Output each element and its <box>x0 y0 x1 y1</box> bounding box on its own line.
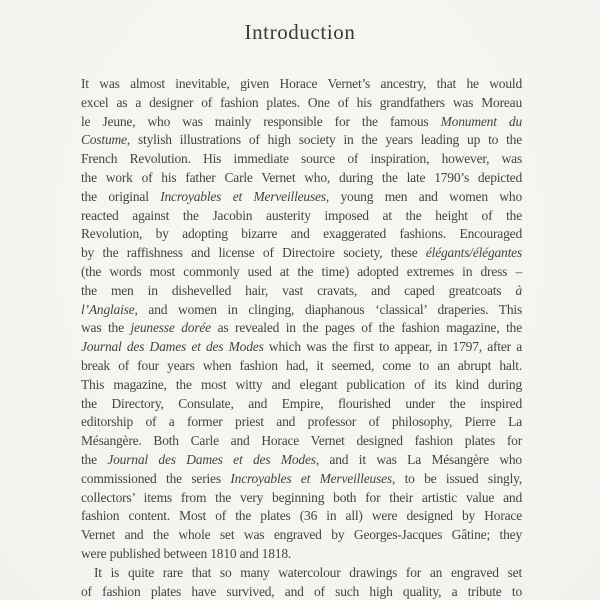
text-segment: the Directory, Consulate, and Empire, flourished under the inspired <box>81 395 522 411</box>
italic-text-segment: Journal des Dames et des Modes <box>81 339 264 355</box>
text-line <box>81 301 522 320</box>
text-line <box>81 432 522 451</box>
text-segment: collectors’ items from the very beginning both for their artistic value and <box>81 489 522 505</box>
text-segment: reacted against the Jacobin austerity imposed at the height of the <box>81 207 522 223</box>
text-line <box>81 413 522 432</box>
text-segment: excel as a designer of fashion plates. One of his grandfathers was Moreau <box>81 94 522 110</box>
text-line <box>81 395 522 414</box>
text-line <box>81 564 522 583</box>
italic-text-segment: Costume <box>81 132 127 148</box>
text-line <box>81 150 522 169</box>
text-line <box>81 263 522 282</box>
text-segment: by the raffishness and license of Directoire society, these <box>81 245 426 261</box>
text-line <box>81 113 522 132</box>
text-line <box>81 207 522 226</box>
text-line <box>81 169 522 188</box>
text-segment: the work of his father Carle Vernet who, during the late 1790’s depicted <box>81 169 522 185</box>
text-line <box>81 282 522 301</box>
text-segment: (the words most commonly used at the time) adopted extremes in dress – <box>81 263 522 279</box>
text-segment: , and women in clinging, diaphanous ‘classical’ draperies. This <box>134 301 522 317</box>
text-segment: fashion content. Most of the plates (36 in all) were designed by Horace <box>81 508 522 524</box>
text-segment: Vernet and the whole set was engraved by Georges-Jacques Gâtine; they <box>81 527 522 543</box>
text-segment: It is quite rare that so many watercolour drawings for an engraved set <box>94 564 522 580</box>
text-line <box>81 507 522 526</box>
text-segment: editorship of a former priest and professor of philosophy, Pierre La <box>81 414 522 430</box>
text-line <box>81 545 522 564</box>
text-line <box>81 376 522 395</box>
text-line <box>81 188 522 207</box>
text-line <box>81 357 522 376</box>
text-line <box>81 489 522 508</box>
text-line <box>81 319 522 338</box>
text-segment: of fashion plates have survived, and of such high quality, a tribute to <box>81 583 522 599</box>
text-segment: as revealed in the pages of the fashion magazine, the <box>210 320 522 336</box>
italic-text-segment: élégants/élégantes <box>425 245 522 261</box>
text-segment: the <box>81 451 108 467</box>
italic-text-segment: Journal des Dames et des Modes <box>107 451 316 467</box>
text-segment: break of four years when fashion had, it seemed, come to an abrupt halt. <box>81 357 522 373</box>
page-title: Introduction <box>244 20 356 44</box>
text-segment: were published between 1810 and 1818. <box>81 545 292 561</box>
text-segment: Revolution, by adopting bizarre and exaggerated fashions. Encouraged <box>81 226 522 242</box>
text-segment: It was almost inevitable, given Horace Vernet’s ancestry, that he would <box>81 76 522 91</box>
text-line <box>81 94 522 113</box>
text-line <box>81 338 522 357</box>
paragraph <box>81 564 522 600</box>
text-segment: Mésangère. Both Carle and Horace Vernet designed fashion plates for <box>81 433 522 449</box>
text-segment: , and it was La Mésangère who <box>315 451 522 467</box>
italic-text-segment: Incroyables et Merveilleuses <box>160 188 326 204</box>
text-segment: le Jeune, who was mainly responsible for the famous <box>81 113 441 129</box>
text-line <box>81 583 522 600</box>
italic-text-segment: jeunesse dorée <box>130 320 211 336</box>
text-segment: the original <box>81 188 161 204</box>
text-segment: was the <box>81 320 131 336</box>
text-segment: commissioned the series <box>81 470 231 486</box>
page-text <box>81 75 522 600</box>
italic-text-segment: à <box>515 282 522 298</box>
text-segment: which was the first to appear, in 1797, after a <box>263 339 523 355</box>
text-segment: , young men and women who <box>325 188 522 204</box>
text-segment: , to be issued singly, <box>391 470 522 486</box>
text-line <box>81 225 522 244</box>
text-line <box>81 526 522 545</box>
text-line <box>81 451 522 470</box>
text-line <box>81 75 522 94</box>
text-line <box>81 244 522 263</box>
italic-text-segment: l’Anglaise <box>81 301 135 317</box>
text-line <box>81 470 522 489</box>
text-line <box>81 131 522 150</box>
text-segment: the men in dishevelled hair, vast cravats, and caped greatcoats <box>81 282 516 298</box>
italic-text-segment: Incroyables et Merveilleuses <box>230 470 392 486</box>
text-segment: French Revolution. His immediate source of inspiration, however, was <box>81 151 522 167</box>
paragraph <box>81 75 522 564</box>
text-segment: , stylish illustrations of high society in the years leading up to the <box>126 132 522 148</box>
italic-text-segment: Monument du <box>440 113 522 129</box>
text-segment: This magazine, the most witty and elegant publication of its kind during <box>81 376 522 392</box>
